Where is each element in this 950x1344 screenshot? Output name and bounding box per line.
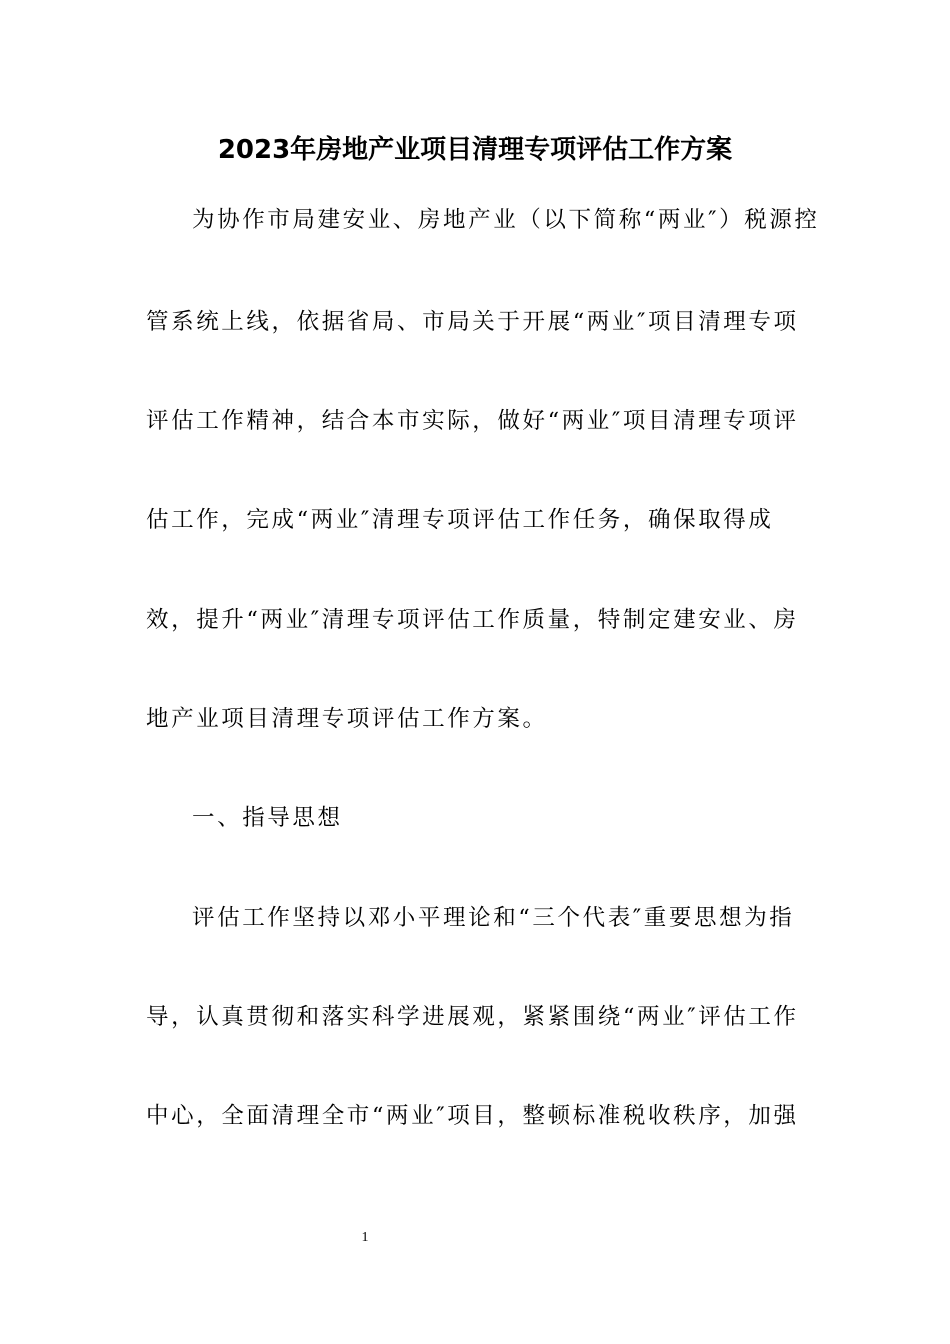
paragraph-line: 中心，全面清理全市“两业″项目，整顿标准税收秩序，加强 — [146, 1103, 799, 1129]
paragraph-line: 评估工作坚持以邓小平理论和“三个代表″重要思想为指 — [192, 905, 795, 931]
paragraph-line: 效，提升“两业″清理专项评估工作质量，特制定建安业、房 — [146, 607, 799, 633]
page-number: 1 — [361, 1230, 369, 1245]
paragraph-line: 地产业项目清理专项评估工作方案。 — [146, 706, 548, 732]
paragraph-line: 评估工作精神，结合本市实际，做好“两业″项目清理专项评 — [146, 408, 799, 434]
section-heading: 一、指导思想 — [192, 805, 343, 831]
paragraph-line: 导，认真贯彻和落实科学进展观，紧紧围绕“两业″评估工作 — [146, 1004, 799, 1030]
document-title: 2023年房地产业项目清理专项评估工作方案 — [217, 135, 733, 165]
paragraph-line: 管系统上线，依据省局、市局关于开展“两业″项目清理专项 — [146, 309, 799, 335]
paragraph-line: 为协作市局建安业、房地产业（以下简称“两业″）税源控 — [192, 207, 820, 233]
paragraph-line: 估工作，完成“两业″清理专项评估工作任务，确保取得成 — [146, 507, 774, 533]
